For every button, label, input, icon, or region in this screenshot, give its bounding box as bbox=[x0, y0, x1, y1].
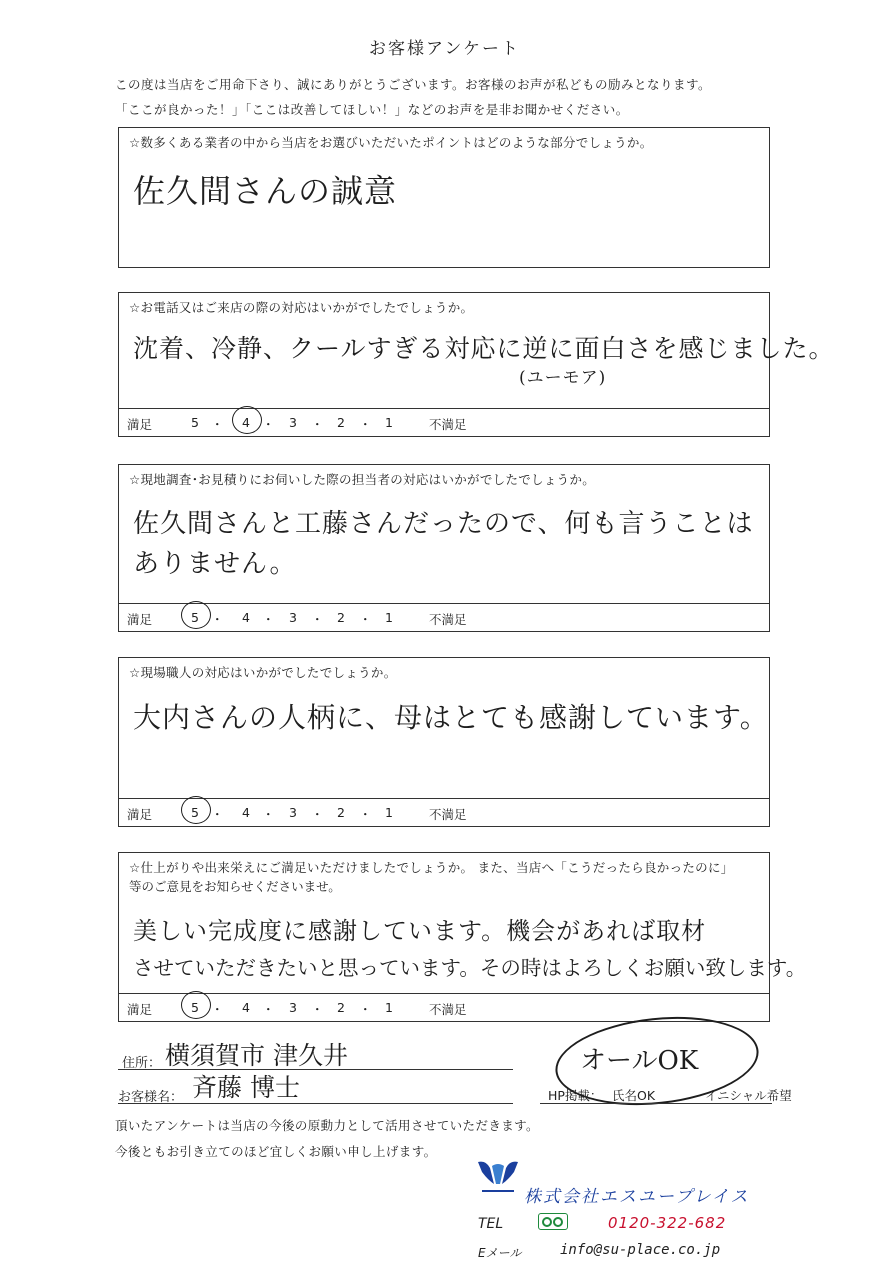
scale-value-4: 4 bbox=[242, 610, 250, 625]
selected-circle bbox=[181, 601, 211, 629]
answer-line-2: させていただきたいと思っています。その時はよろしくお願い致します。 bbox=[133, 956, 807, 980]
customer-name-value: 斉藤 博士 bbox=[192, 1073, 300, 1102]
scale-value-2: 2 bbox=[337, 1000, 345, 1015]
address-underline bbox=[118, 1069, 513, 1070]
scale-value-2: 2 bbox=[337, 415, 345, 430]
selected-circle bbox=[181, 796, 211, 824]
satisfaction-scale: 満足 5 ・ 4 ・ 3 ・ 2 ・ 1 不満足 bbox=[119, 408, 769, 436]
scale-value-1: 1 bbox=[385, 610, 393, 625]
customer-name-label: お客様名： bbox=[118, 1090, 184, 1105]
scale-value-5: 5 bbox=[191, 610, 199, 625]
intro-line-1: この度は当店をご用命下さり、誠にありがとうございます。お客様のお声が私どもの励みとなります。 bbox=[115, 77, 712, 92]
question-text-2: 等のご意見をお知らせくださいませ。 bbox=[129, 879, 341, 894]
satisfaction-scale: 満足 5 ・ 4 ・ 3 ・ 2 ・ 1 不満足 bbox=[119, 993, 769, 1021]
email-address: info@su-place.co.jp bbox=[560, 1242, 721, 1258]
scale-value-4: 4 bbox=[242, 1000, 250, 1015]
tel-number: 0120-322-682 bbox=[608, 1214, 727, 1232]
selected-circle bbox=[232, 406, 262, 434]
publish-note: オールOK bbox=[580, 1046, 699, 1076]
scale-value-3: 3 bbox=[289, 415, 297, 430]
publish-option-initial: イニシャル希望 bbox=[705, 1088, 792, 1103]
question-text: ☆数多くある業者の中から当店をお選びいただいたポイントはどのような部分でしょうか。 bbox=[129, 135, 653, 150]
scale-value-1: 1 bbox=[385, 1000, 393, 1015]
publish-label: HP掲載： bbox=[548, 1088, 603, 1103]
answer-line-1: 佐久間さんと工藤さんだったので、何も言うことは bbox=[133, 509, 754, 539]
freedial-icon bbox=[538, 1213, 568, 1230]
scale-value-2: 2 bbox=[337, 610, 345, 625]
scale-value-2: 2 bbox=[337, 805, 345, 820]
answer-note: (ユーモア) bbox=[519, 368, 607, 388]
satisfaction-scale: 満足 5 ・ 4 ・ 3 ・ 2 ・ 1 不満足 bbox=[119, 798, 769, 826]
company-logo-icon bbox=[476, 1158, 520, 1202]
answer-line: 大内さんの人柄に、母はとても感謝しています。 bbox=[133, 701, 769, 734]
question-box-4 bbox=[118, 657, 770, 827]
scale-left-label: 満足 bbox=[127, 417, 153, 432]
page-title: お客様アンケート bbox=[369, 39, 520, 59]
company-name: 株式会社エスユープレイス bbox=[524, 1187, 750, 1207]
selected-circle bbox=[181, 991, 211, 1019]
address-label: 住所： bbox=[122, 1056, 162, 1071]
answer-line-2: ありません。 bbox=[133, 549, 297, 579]
question-box-1 bbox=[118, 127, 770, 268]
email-label: Eメール bbox=[478, 1246, 522, 1260]
question-text: ☆現地調査･お見積りにお伺いした際の担当者の対応はいかがでしたでしょうか。 bbox=[129, 472, 596, 487]
scale-value-1: 1 bbox=[385, 805, 393, 820]
question-text-1: ☆仕上がりや出来栄えにご満足いただけましたでしょうか。 また、当店へ「こうだったら良かったのに」 bbox=[129, 860, 734, 875]
footer-line-1: 頂いたアンケートは当店の今後の原動力として活用させていただきます。 bbox=[115, 1118, 539, 1133]
scale-right-label: 不満足 bbox=[429, 417, 467, 432]
scale-value-3: 3 bbox=[289, 805, 297, 820]
question-text: ☆現場職人の対応はいかがでしたでしょうか。 bbox=[129, 665, 397, 680]
address-value: 横須賀市 津久井 bbox=[165, 1041, 348, 1070]
scale-value-3: 3 bbox=[289, 1000, 297, 1015]
footer-line-2: 今後ともお引き立てのほど宜しくお願い申し上げます。 bbox=[115, 1144, 437, 1159]
scale-value-5: 5 bbox=[191, 1000, 199, 1015]
answer-line: 沈着、冷静、クールすぎる対応に逆に面白さを感じました。 bbox=[133, 334, 835, 363]
question-box-2 bbox=[118, 292, 835, 437]
answer-line: 佐久間さんの誠意 bbox=[133, 172, 398, 210]
answer-line-1: 美しい完成度に感謝しています。機会があれば取材 bbox=[133, 917, 707, 945]
satisfaction-scale: 満足 5 ・ 4 ・ 3 ・ 2 ・ 1 不満足 bbox=[119, 603, 769, 631]
intro-line-2: 「ここが良かった！」「ここは改善してほしい！」などのお声を是非お聞かせください。 bbox=[115, 102, 629, 117]
scale-value-1: 1 bbox=[385, 415, 393, 430]
tel-label: TEL bbox=[478, 1216, 504, 1232]
scale-value-4: 4 bbox=[242, 415, 250, 430]
scale-value-5: 5 bbox=[191, 805, 199, 820]
question-box-5 bbox=[118, 852, 807, 1022]
question-box-3 bbox=[118, 464, 770, 632]
publish-underline bbox=[540, 1103, 772, 1104]
publish-option-name-ok: 氏名OK bbox=[612, 1088, 656, 1103]
question-text: ☆お電話又はご来店の際の対応はいかがでしたでしょうか。 bbox=[129, 300, 474, 315]
scale-value-4: 4 bbox=[242, 805, 250, 820]
scale-value-5: 5 bbox=[191, 415, 199, 430]
scale-value-3: 3 bbox=[289, 610, 297, 625]
customer-underline bbox=[118, 1103, 513, 1104]
